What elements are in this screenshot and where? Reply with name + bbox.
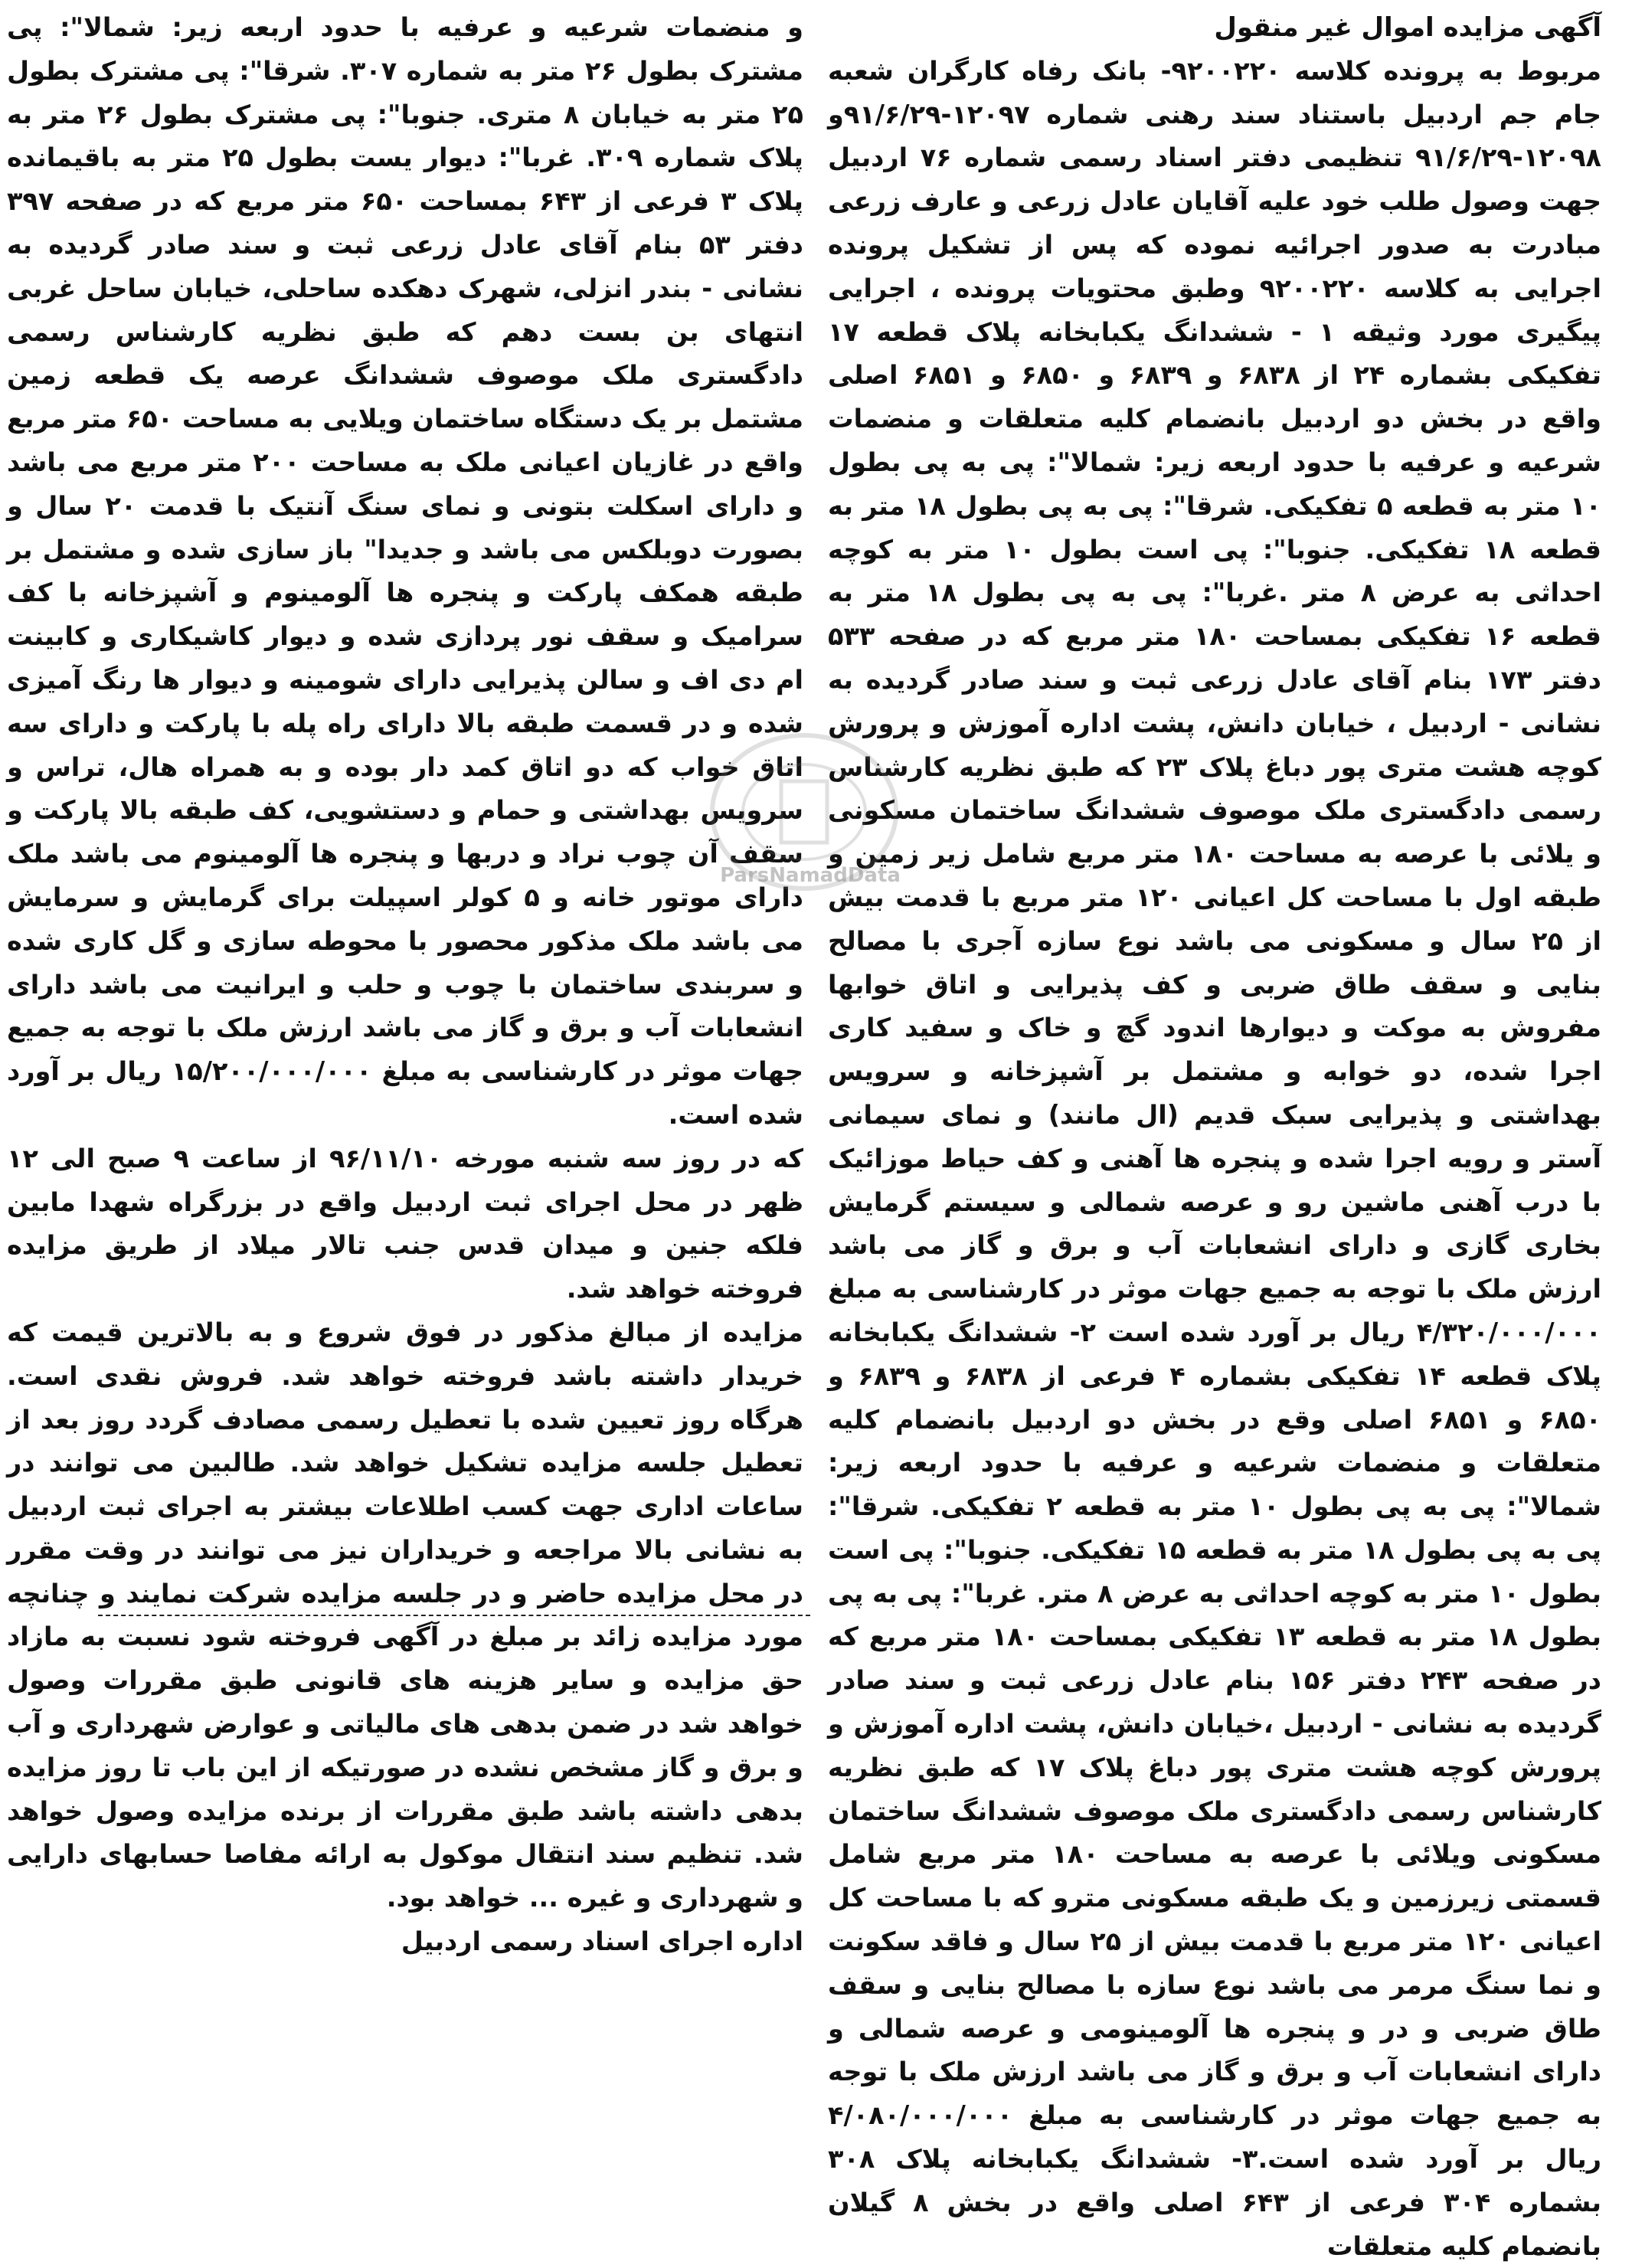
ad-title: آگهی مزایده اموال غیر منقول [1214, 12, 1601, 43]
separator-line [98, 1615, 810, 1616]
right-column [828, 6, 1601, 2268]
left-column [7, 6, 803, 1964]
left-column-paragraph-3: مزایده از مبالغ مذکور در فوق شروع و به بالاترین قیمت که خریدار داشته باشد فروخته خواهد شد. فروش نقدی است. هرگاه روز تعیین شده با تعطیل رسمی مصادف گردد روز بعد از تعطیل جلسه مزایده تشکیل خواهد شد. طالبین می توانند در ساعات اداری جهت کسب اطلاعات بیشتر به اجرای ثبت اردبیل به نشانی بالا مراجعه و خریداران نیز می توانند در وقت مقرر در محل مزایده حاضر و در جلسه مزایده شرکت نمایند و چنانچه مورد مزایده زائد بر مبلغ در آگهی فروخته شود نسبت به مازاد حق مزایده و سایر هزینه های قانونی طبق مقررات وصول خواهد شد در ضمن بدهی های مالیاتی و عوارض شهرداری و آب و برق و گاز مشخص نشده در صورتیکه از این باب تا روز مزایده بدهی داشته باشد طبق مقررات از برنده مزایده وصول خواهد شد. تنظیم سند انتقال موکول به ارائه مفاصا حسابهای دارایی و شهرداری و غیره ... خواهد بود. [7, 1317, 803, 1913]
signature: اداره اجرای اسناد رسمی اردبیل [401, 1926, 803, 1957]
left-column-paragraph-2: که در روز سه شنبه مورخه ۹۶/۱۱/۱۰ از ساعت ۹ صبح الی ۱۲ ظهر در محل اجرای ثبت اردبیل واقع در بزرگراه شهدا مابین فلکه جنین و میدان قدس جنب تالار میلاد از طریق مزایده فروخته خواهد شد. [7, 1143, 803, 1304]
watermark-brand: ParsNamadData [720, 864, 901, 887]
right-column-text: مربوط به پرونده کلاسه ۹۲۰۰۲۲۰- بانک رفاه کارگران شعبه جام جم اردبیل باستناد سند رهنی شماره ۱۲۰۹۷-۹۱/۶/۲۹و ۱۲۰۹۸-۹۱/۶/۲۹ تنظیمی دفتر اسناد رسمی شماره ۷۶ اردبیل جهت وصول طلب خود علیه آقایان عادل زرعی و عارف زرعی مبادرت به صدور اجرائیه نموده که پس از تشکیل پرونده اجرایی به کلاسه ۹۲۰۰۲۲۰ وطبق محتویات پرونده ، اجرایی پیگیری مورد وثیقه ۱ - ششدانگ یکبابخانه پلاک قطعه ۱۷ تفکیکی بشماره ۲۴ از ۶۸۳۸ و ۶۸۳۹ و ۶۸۵۰ و ۶۸۵۱ اصلی واقع در بخش دو اردبیل بانضمام کلیه متعلقات و منضمات شرعیه و عرفیه با حدود اربعه زیر: شمالا": پی به پی بطول ۱۰ متر به قطعه ۵ تفکیکی. شرقا": پی به پی بطول ۱۸ متر به قطعه ۱۸ تفکیکی. جنوبا": پی است بطول ۱۰ متر به کوچه احداثی به عرض ۸ متر .غربا": پی به پی بطول ۱۸ متر به قطعه ۱۶ تفکیکی بمساحت ۱۸۰ متر مربع که در صفحه ۵۳۳ دفتر ۱۷۳ بنام آقای عادل زرعی ثبت و سند صادر گردیده به نشانی - اردبیل ، خیابان دانش، پشت اداره آموزش و پرورش کوچه هشت متری پور دباغ پلاک ۲۳ که طبق نظریه کارشناس رسمی دادگستری ملک موصوف ششدانگ ساختمان مسکونی و یلائی با عرصه به مساحت ۱۸۰ متر مربع شامل زیر زمین و طبقه اول با مساحت کل اعیانی ۱۲۰ متر مربع با قدمت بیش از ۲۵ سال و مسکونی می باشد نوع سازه آجری با مصالح بنایی و سقف طاق ضربی و کف پذیرایی و اتاق خوابها مفروش به موکت و دیوارها اندود گچ و خاک و سفید کاری اجرا شده، دو خوابه و مشتمل بر آشپزخانه و سرویس بهداشتی و پذیرایی سبک قدیم (ال مانند) و نمای سیمانی آستر و رویه اجرا شده و پنجره ها آهنی و کف حیاط موزائیک با درب آهنی ماشین رو و عرصه شمالی و سیستم گرمایش بخاری گازی و دارای انشعابات آب و برق و گاز می باشد ارزش ملک با توجه به جمیع جهات موثر در کارشناسی به مبلغ ۴/۳۲۰/۰۰۰/۰۰۰ ریال بر آورد شده است ۲- ششدانگ یکبابخانه پلاک قطعه ۱۴ تفکیکی بشماره ۴ فرعی از ۶۸۳۸ و ۶۸۳۹ و ۶۸۵۰ و ۶۸۵۱ اصلی وقع در بخش دو اردبیل بانضمام کلیه متعلقات و منضمات شرعیه و عرفیه با حدود اربعه زیر: شمالا": پی به پی بطول ۱۰ متر به قطعه ۲ تفکیکی. شرقا": پی به پی بطول ۱۸ متر به قطعه ۱۵ تفکیکی. جنوبا": پی است بطول ۱۰ متر به کوچه احداثی به عرض ۸ متر. غربا": پی به پی بطول ۱۸ متر به قطعه ۱۳ تفکیکی بمساحت ۱۸۰ متر مربع که در صفحه ۲۴۳ دفتر ۱۵۶ بنام عادل زرعی ثبت و سند صادر گردیده به نشانی - اردبیل ،خیابان دانش، پشت اداره آموزش و پرورش کوچه هشت متری پور دباغ پلاک ۱۷ که طبق نظریه کارشناس رسمی دادگستری ملک موصوف ششدانگ ساختمان مسکونی ویلائی با عرصه به مساحت ۱۸۰ متر مربع شامل قسمتی زیرزمین و یک طبقه مسکونی مترو که با مساحت کل اعیانی ۱۲۰ متر مربع با قدمت بیش از ۲۵ سال و فاقد سکونت و نما سنگ مرمر می باشد نوع سازه با مصالح بنایی و سقف طاق ضربی و در و پنجره ها آلومینومی و عرصه شمالی و دارای انشعابات آب و برق و گاز می باشد ارزش ملک با توجه به جمیع جهات موثر در کارشناسی به مبلغ ۴/۰۸۰/۰۰۰/۰۰۰ ریال بر آورد شده است.۳- ششدانگ یکبابخانه پلاک ۳۰۸ بشماره ۳۰۴ فرعی از ۶۴۳ اصلی واقع در بخش ۸ گیلان بانضمام کلیه متعلقات [828, 55, 1602, 2261]
left-column-paragraph-1: و منضمات شرعیه و عرفیه با حدود اربعه زیر: شمالا": پی مشترک بطول ۲۶ متر به شماره ۳۰۷. شرقا": پی مشترک بطول ۲۵ متر به خیابان ۸ متری. جنوبا": پی مشترک بطول ۲۶ متر به پلاک شماره ۳۰۹. غربا": دیوار یست بطول ۲۵ متر به باقیمانده پلاک ۳ فرعی از ۶۴۳ بمساحت ۶۵۰ متر مربع که در صفحه ۳۹۷ دفتر ۵۳ بنام آقای عادل زرعی ثبت و سند صادر گردیده به نشانی - بندر انزلی، شهرک دهکده ساحلی، خیابان ساحل غربی انتهای بن بست دهم که طبق نظریه کارشناس رسمی دادگستری ملک موصوف ششدانگ عرصه یک قطعه زمین مشتمل بر یک دستگاه ساختمان ویلایی به مساحت ۶۵۰ متر مربع واقع در غازیان اعیانی ملک به مساحت ۲۰۰ متر مربع می باشد و دارای اسکلت بتونی و نمای سنگ آنتیک با قدمت ۲۰ سال و بصورت دوبلکس می باشد و جدیدا" باز سازی شده و مشتمل بر طبقه همکف پارکت و پنجره ها آلومینوم و آشپزخانه با کف سرامیک و سقف نور پردازی شده و دیوار کاشیکاری و کابینت ام دی اف و سالن پذیرایی دارای شومینه و دیوار ها رنگ آمیزی شده و در قسمت طبقه بالا دارای راه پله با پارکت و دارای سه اتاق خواب که دو اتاق کمد دار بوده و به همراه هال، تراس و سرویس بهداشتی و حمام و دستشویی، کف طبقه بالا پارکت و سقف آن چوب نراد و دربها و پنجره ها آلومینوم می باشد ملک دارای موتور خانه و ۵ کولر اسپیلت برای گرمایش و سرمایش می باشد ملک مذکور محصور با محوطه سازی و گل کاری شده و سربندی ساختمان با چوب و حلب و ایرانیت می باشد دارای انشعابات آب و برق و گاز می باشد ارزش ملک با توجه به جمیع جهات موثر در کارشناسی به مبلغ ۱۵/۲۰۰/۰۰۰/۰۰۰ ریال بر آورد شده است. [7, 12, 804, 1130]
